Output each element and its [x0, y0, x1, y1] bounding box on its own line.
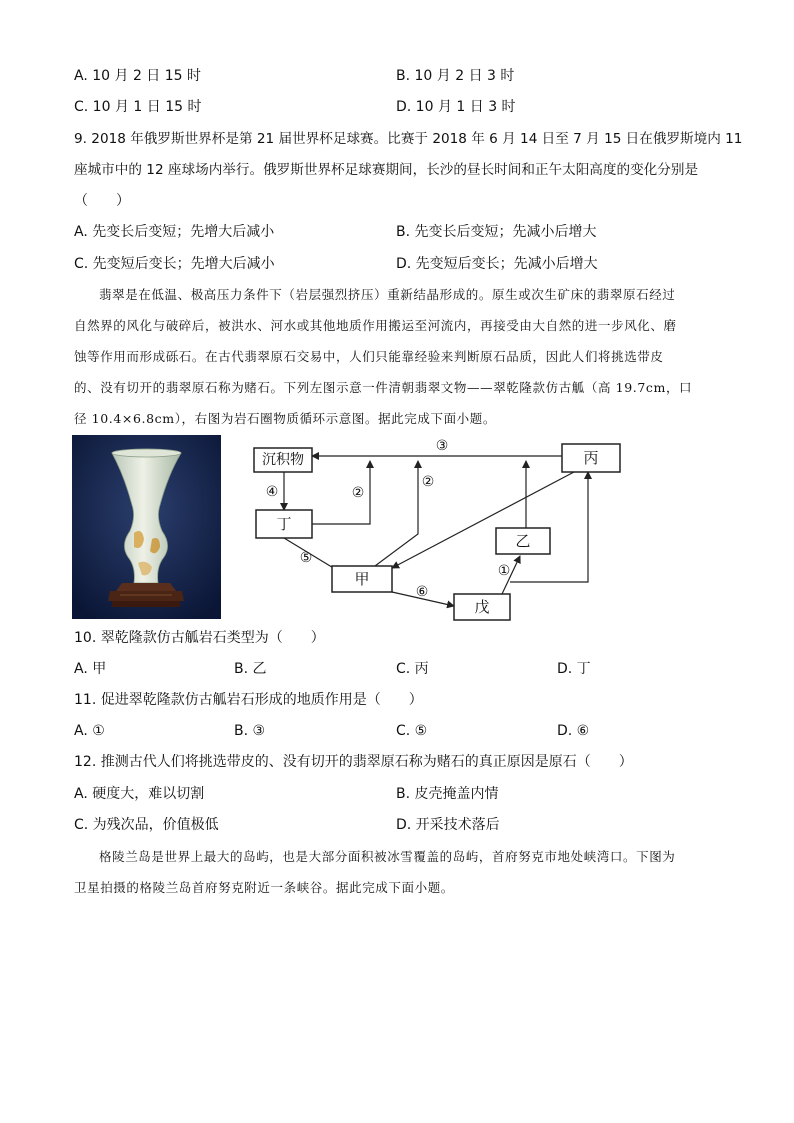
process-number-6: ⑥	[415, 584, 429, 600]
q9-option-a[interactable]: A. 先变长后变短；先增大后减小	[74, 224, 275, 240]
q12-option-d[interactable]: D. 开采技术落后	[396, 817, 500, 833]
greenland-passage	[74, 841, 724, 903]
arrow-2-jia-up	[375, 461, 418, 566]
q11-option-c[interactable]: C. ⑤	[396, 723, 428, 739]
label-wu: 戊	[474, 598, 490, 616]
jade-vase-image	[72, 435, 221, 619]
q10-stem: 10. 翠乾隆款仿古觚岩石类型为（ ）	[74, 630, 325, 646]
q8-option-c[interactable]: C. 10 月 1 日 15 时	[74, 99, 202, 115]
process-number-2b: ②	[421, 474, 435, 490]
q9-option-b[interactable]: B. 先变长后变短；先减小后增大	[396, 224, 597, 240]
process-number-4: ④	[265, 484, 279, 500]
q12-option-a[interactable]: A. 硬度大，难以切割	[74, 786, 205, 802]
jade-passage-line5: 径 10.4×6.8cm），右图为岩石圈物质循环示意图。据此完成下面小题。	[74, 411, 496, 426]
jade-passage-line3: 蚀等作用而形成砾石。在古代翡翠原石交易中，人们只能靠经验来判断原石品质，因此人们将挑选带皮	[74, 349, 664, 364]
jade-passage-line2: 自然界的风化与破碎后，被洪水、河水或其他地质作用搬运至河流内，再接受由大自然的进一步风化、磨	[74, 318, 677, 333]
q12-option-c[interactable]: C. 为残次品，价值极低	[74, 817, 219, 833]
process-number-5: ⑤	[299, 550, 313, 566]
label-bing: 丙	[583, 449, 599, 467]
q9-stem-line2: 座城市中的 12 座球场内举行。俄罗斯世界杯足球赛期间，长沙的昼长时间和正午太阳高度的变化分别是	[74, 162, 699, 178]
q8-option-a[interactable]: A. 10 月 2 日 15 时	[74, 68, 202, 84]
q11-option-d[interactable]: D. ⑥	[557, 723, 590, 739]
jade-passage	[74, 279, 724, 434]
q10-option-b[interactable]: B. 乙	[234, 661, 267, 677]
arrow-wu-to-bing	[510, 472, 588, 582]
process-number-3: ③	[435, 438, 449, 454]
q8-option-b[interactable]: B. 10 月 2 日 3 时	[396, 68, 515, 84]
q11-option-b[interactable]: B. ③	[234, 723, 266, 739]
jade-passage-line1: 翡翠是在低温、极高压力条件下（岩层强烈挤压）重新结晶形成的。原生或次生矿床的翡翠原石经过	[99, 287, 676, 302]
q8-option-d[interactable]: D. 10 月 1 日 3 时	[396, 99, 516, 115]
jade-vase-photo	[72, 435, 221, 619]
label-ding: 丁	[276, 515, 292, 533]
q12-stem: 12. 推测古代人们将挑选带皮的、没有切开的翡翠原石称为赌石的真正原因是原石（ ）	[74, 754, 633, 770]
q10-option-c[interactable]: C. 丙	[396, 661, 429, 677]
jade-passage-line4: 的、没有切开的翡翠原石称为赌石。下列左图示意一件清朝翡翠文物——翠乾隆款仿古觚（高 19.7cm，口	[74, 380, 693, 395]
greenland-passage-line1: 格陵兰岛是世界上最大的岛屿，也是大部分面积被冰雪覆盖的岛屿，首府努克市地处峡湾口。下图为	[99, 849, 676, 864]
process-number-1: ①	[497, 563, 511, 579]
label-jia: 甲	[354, 570, 370, 588]
q9-option-c[interactable]: C. 先变短后变长；先增大后减小	[74, 256, 275, 272]
q9-answer-paren: （ ）	[74, 193, 130, 209]
label-yi: 乙	[515, 532, 531, 550]
q9-option-d[interactable]: D. 先变短后变长；先减小后增大	[396, 256, 598, 272]
q11-stem: 11. 促进翠乾隆款仿古觚岩石形成的地质作用是（ ）	[74, 692, 423, 708]
q11-option-a[interactable]: A. ①	[74, 723, 105, 739]
q10-option-d[interactable]: D. 丁	[557, 661, 591, 677]
q10-option-a[interactable]: A. 甲	[74, 661, 107, 677]
q9-stem-line1: 9. 2018 年俄罗斯世界杯是第 21 届世界杯足球赛。比赛于 2018 年 6 月 14 日至 7 月 15 日在俄罗斯境内 11	[74, 131, 743, 147]
greenland-passage-line2: 卫星拍摄的格陵兰岛首府努克附近一条峡谷。据此完成下面小题。	[74, 880, 454, 895]
label-sediment: 沉积物	[262, 452, 304, 468]
process-number-2a: ②	[351, 485, 365, 501]
rock-cycle-diagram	[240, 432, 640, 628]
q12-option-b[interactable]: B. 皮壳掩盖内情	[396, 786, 499, 802]
